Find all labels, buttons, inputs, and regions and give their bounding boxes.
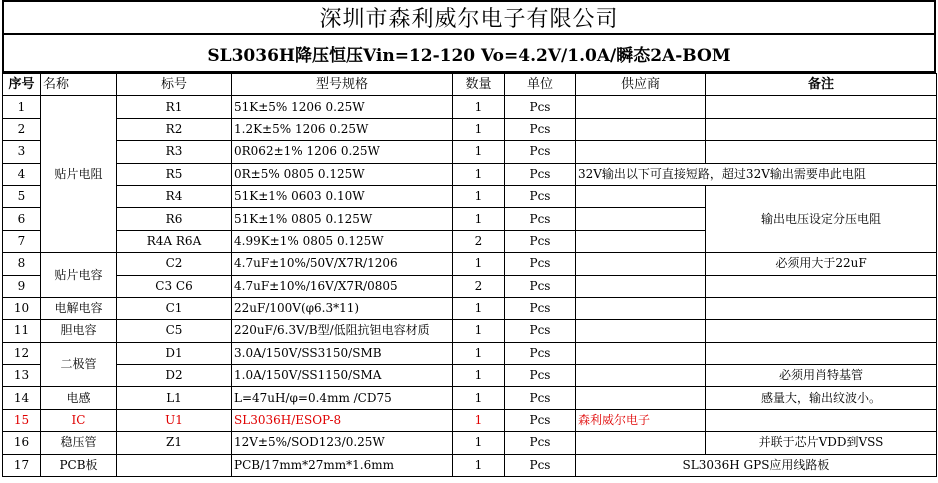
row-ref: D1 <box>117 342 232 364</box>
row-ref: C2 <box>117 253 232 275</box>
row-qty: 1 <box>453 253 505 275</box>
row-ref: D2 <box>117 365 232 387</box>
table-row <box>3 118 937 140</box>
row-unit: Pcs <box>505 454 576 476</box>
row-unit: Pcs <box>505 342 576 364</box>
table-row <box>3 320 937 342</box>
row-qty: 1 <box>453 320 505 342</box>
row-unit: Pcs <box>505 208 576 230</box>
row-qty: 1 <box>453 141 505 163</box>
company-title: 深圳市森利威尔电子有限公司 <box>2 0 936 35</box>
row-no: 5 <box>3 185 41 207</box>
table-row <box>3 454 937 476</box>
row-ref: R5 <box>117 163 232 185</box>
row-remark <box>706 409 937 431</box>
row-qty: 1 <box>453 118 505 140</box>
row-qty: 1 <box>453 208 505 230</box>
row-spec: L=47uH/φ=0.4mm /CD75 <box>232 387 453 409</box>
bom-sheet <box>2 0 936 481</box>
header-name: 名称 <box>41 74 117 96</box>
row-qty: 2 <box>453 230 505 252</box>
row-supplier <box>576 208 706 230</box>
header-unit: 单位 <box>505 74 576 96</box>
table-row <box>3 365 937 387</box>
remark-pcb: SL3036H GPS应用线路板 <box>576 454 937 476</box>
remark-d2: 必须用肖特基管 <box>706 365 937 387</box>
row-spec: 0R062±1% 1206 0.25W <box>232 141 453 163</box>
row-remark <box>706 118 937 140</box>
row-supplier <box>576 320 706 342</box>
row-remark <box>706 96 937 118</box>
group-diode: 二极管 <box>41 342 117 387</box>
group-pcb: PCB板 <box>41 454 117 476</box>
row-ref: R6 <box>117 208 232 230</box>
row-spec: 51K±1% 0603 0.10W <box>232 185 453 207</box>
row-supplier <box>576 141 706 163</box>
row-spec: 51K±5% 1206 0.25W <box>232 96 453 118</box>
table-row-highlight <box>3 409 937 431</box>
row-no: 7 <box>3 230 41 252</box>
row-no: 13 <box>3 365 41 387</box>
row-no: 3 <box>3 141 41 163</box>
row-remark <box>706 297 937 319</box>
row-no: 6 <box>3 208 41 230</box>
bom-table <box>2 73 937 477</box>
row-unit: Pcs <box>505 432 576 454</box>
row-unit: Pcs <box>505 387 576 409</box>
row-no: 10 <box>3 297 41 319</box>
row-unit: Pcs <box>505 365 576 387</box>
row-ref: R3 <box>117 141 232 163</box>
row-unit: Pcs <box>505 230 576 252</box>
row-unit: Pcs <box>505 275 576 297</box>
row-unit: Pcs <box>505 118 576 140</box>
header-remark: 备注 <box>706 74 937 96</box>
row-no: 17 <box>3 454 41 476</box>
row-no: 4 <box>3 163 41 185</box>
row-qty: 1 <box>453 342 505 364</box>
table-row <box>3 342 937 364</box>
header-qty: 数量 <box>453 74 505 96</box>
row-unit: Pcs <box>505 253 576 275</box>
row-qty: 1 <box>453 454 505 476</box>
remark-z1: 并联于芯片VDD到VSS <box>706 432 937 454</box>
row-supplier <box>576 432 706 454</box>
header-ref: 标号 <box>117 74 232 96</box>
row-spec: 3.0A/150V/SS3150/SMB <box>232 342 453 364</box>
header-row <box>3 74 937 96</box>
table-row <box>3 432 937 454</box>
row-ref: R4A R6A <box>117 230 232 252</box>
row-supplier <box>576 96 706 118</box>
row-spec: 4.7uF±10%/16V/X7R/0805 <box>232 275 453 297</box>
group-electrolytic: 电解电容 <box>41 297 117 319</box>
row-qty: 1 <box>453 432 505 454</box>
row-unit: Pcs <box>505 141 576 163</box>
row-no: 11 <box>3 320 41 342</box>
row-ref: C5 <box>117 320 232 342</box>
table-row <box>3 253 937 275</box>
row-no: 12 <box>3 342 41 364</box>
row-unit: Pcs <box>505 163 576 185</box>
header-no: 序号 <box>3 74 41 96</box>
group-ic: IC <box>41 409 117 431</box>
row-unit: Pcs <box>505 297 576 319</box>
row-supplier <box>576 118 706 140</box>
header-spec: 型号规格 <box>232 74 453 96</box>
row-unit: Pcs <box>505 320 576 342</box>
row-ref: R1 <box>117 96 232 118</box>
group-capacitor: 贴片电容 <box>41 253 117 298</box>
row-no: 16 <box>3 432 41 454</box>
table-row <box>3 185 937 207</box>
row-qty: 1 <box>453 297 505 319</box>
row-ref: Z1 <box>117 432 232 454</box>
group-tantalum: 胆电容 <box>41 320 117 342</box>
remark-l1: 感量大，输出纹波小。 <box>706 387 937 409</box>
row-spec: 22uF/100V(φ6.3*11) <box>232 297 453 319</box>
remark-divider: 输出电压设定分压电阻 <box>706 185 937 252</box>
header-supplier: 供应商 <box>576 74 706 96</box>
row-spec: 220uF/6.3V/B型/低阻抗钽电容材质 <box>232 320 453 342</box>
row-ref: C3 C6 <box>117 275 232 297</box>
row-spec: 12V±5%/SOD123/0.25W <box>232 432 453 454</box>
remark-c2: 必须用大于22uF <box>706 253 937 275</box>
row-no: 1 <box>3 96 41 118</box>
row-no: 8 <box>3 253 41 275</box>
row-spec: 4.99K±1% 0805 0.125W <box>232 230 453 252</box>
remark-r5: 32V输出以下可直接短路，超过32V输出需要串此电阻 <box>576 163 937 185</box>
row-spec: SL3036H/ESOP-8 <box>232 409 453 431</box>
row-qty: 1 <box>453 96 505 118</box>
row-spec: 0R±5% 0805 0.125W <box>232 163 453 185</box>
row-ref: L1 <box>117 387 232 409</box>
row-ref: R4 <box>117 185 232 207</box>
row-supplier <box>576 253 706 275</box>
row-remark <box>706 342 937 364</box>
row-remark <box>706 141 937 163</box>
row-qty: 1 <box>453 185 505 207</box>
row-supplier: 森利威尔电子 <box>576 409 706 431</box>
group-zener: 稳压管 <box>41 432 117 454</box>
row-ref: U1 <box>117 409 232 431</box>
row-spec: 51K±1% 0805 0.125W <box>232 208 453 230</box>
row-qty: 1 <box>453 365 505 387</box>
row-qty: 1 <box>453 409 505 431</box>
row-remark <box>706 320 937 342</box>
row-supplier <box>576 297 706 319</box>
table-row <box>3 163 937 185</box>
row-unit: Pcs <box>505 96 576 118</box>
row-remark <box>706 275 937 297</box>
row-spec: 1.2K±5% 1206 0.25W <box>232 118 453 140</box>
row-ref: R2 <box>117 118 232 140</box>
row-supplier <box>576 365 706 387</box>
row-ref <box>117 454 232 476</box>
row-spec: 1.0A/150V/SS1150/SMA <box>232 365 453 387</box>
table-row <box>3 141 937 163</box>
row-spec: 4.7uF±10%/50V/X7R/1206 <box>232 253 453 275</box>
group-inductor: 电感 <box>41 387 117 409</box>
group-resistor: 贴片电阻 <box>41 96 117 253</box>
row-spec: PCB/17mm*27mm*1.6mm <box>232 454 453 476</box>
row-no: 14 <box>3 387 41 409</box>
row-supplier <box>576 275 706 297</box>
row-unit: Pcs <box>505 409 576 431</box>
row-qty: 1 <box>453 163 505 185</box>
row-unit: Pcs <box>505 185 576 207</box>
table-row <box>3 297 937 319</box>
table-row <box>3 275 937 297</box>
row-supplier <box>576 230 706 252</box>
row-qty: 1 <box>453 387 505 409</box>
bom-subtitle: SL3036H降压恒压Vin=12-120 Vo=4.2V/1.0A/瞬态2A-BOM <box>2 34 936 73</box>
row-supplier <box>576 387 706 409</box>
row-supplier <box>576 342 706 364</box>
row-ref: C1 <box>117 297 232 319</box>
row-no: 2 <box>3 118 41 140</box>
row-qty: 2 <box>453 275 505 297</box>
table-row <box>3 387 937 409</box>
row-no: 9 <box>3 275 41 297</box>
row-no: 15 <box>3 409 41 431</box>
table-row <box>3 96 937 118</box>
row-supplier <box>576 185 706 207</box>
